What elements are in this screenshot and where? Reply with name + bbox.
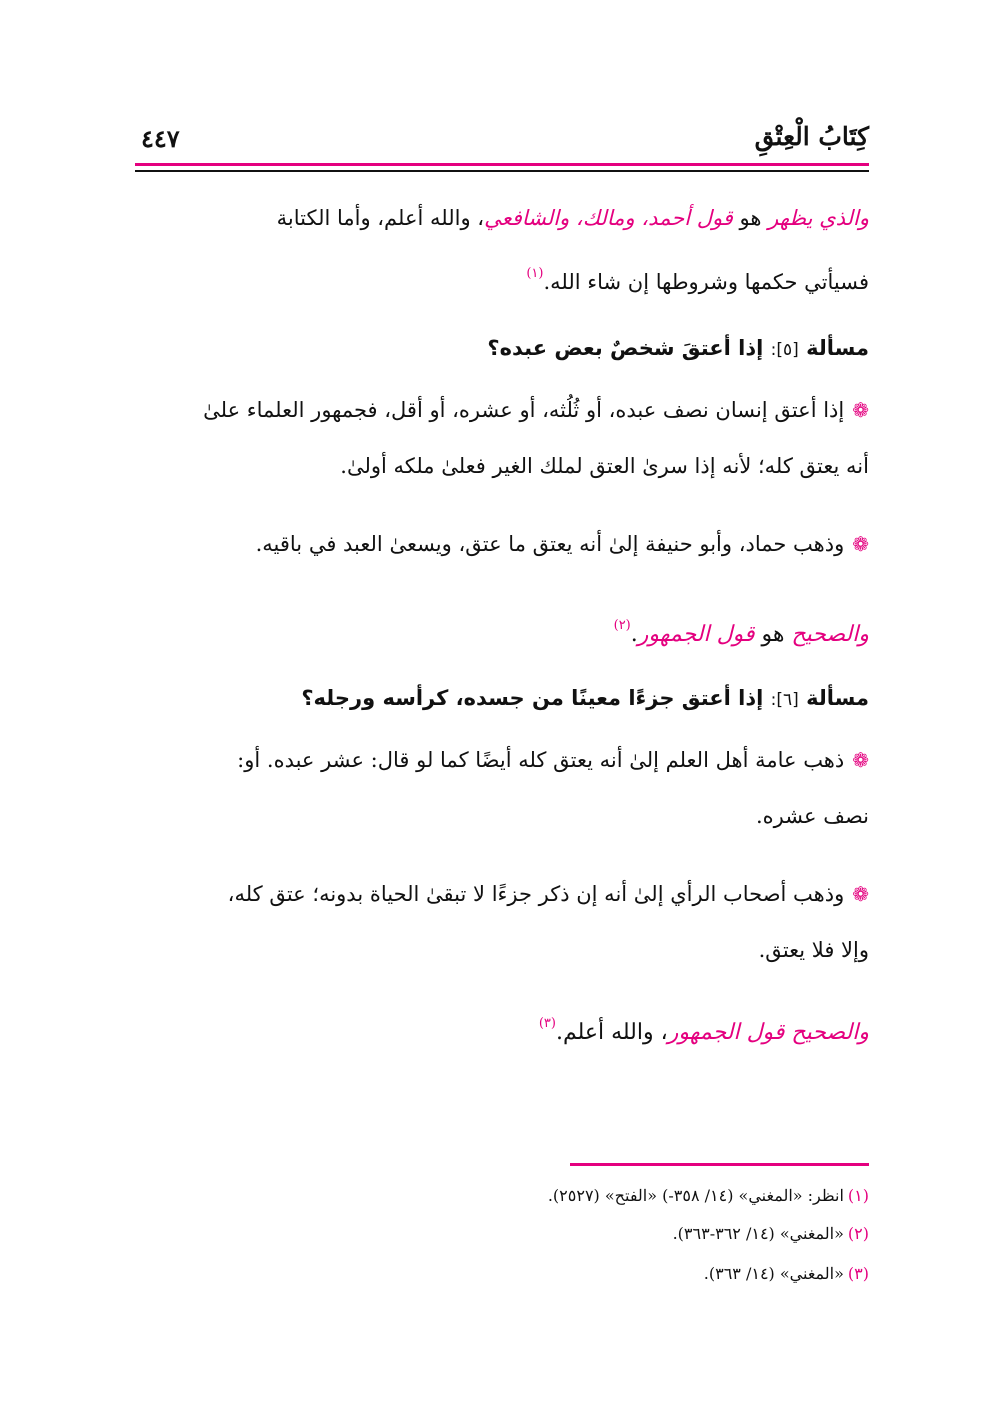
body-text: وإلا فلا يعتق. bbox=[758, 938, 869, 962]
issue-label: مسألة bbox=[806, 336, 869, 360]
paragraph-1-line-2 bbox=[135, 246, 869, 310]
highlight-text: قول الجمهور bbox=[637, 622, 755, 647]
paragraph-5-line-1 bbox=[135, 732, 869, 788]
footnote-mark: (١) bbox=[847, 1186, 869, 1205]
body-text: نصف عشره. bbox=[756, 804, 869, 828]
footnote-text: «المغني» (١٤/ ٣٦٢-٣٦٣). bbox=[672, 1224, 844, 1243]
highlight-text: قول أحمد، ومالك، والشافعي bbox=[484, 206, 733, 230]
highlight-text: والذي يظهر bbox=[768, 206, 869, 230]
paragraph-7-line-1 bbox=[135, 996, 869, 1061]
issue-heading-5 bbox=[135, 336, 869, 360]
header-rule-black bbox=[135, 170, 869, 172]
footnote-separator bbox=[570, 1163, 869, 1166]
issue-title: إذا أعتقَ شخصٌ بعض عبده؟ bbox=[487, 336, 764, 360]
highlight-text: والصحيح bbox=[791, 622, 869, 647]
flower-bullet-icon: ❁ bbox=[852, 532, 869, 556]
body-text: هو bbox=[732, 206, 769, 230]
body-text: أنه يعتق كله؛ لأنه إذا سرىٰ العتق لملك الغير فعلىٰ ملكه أولىٰ. bbox=[340, 454, 869, 478]
issue-title: إذا أعتق جزءًا معينًا من جسده، كرأسه ورجله؟ bbox=[301, 686, 764, 710]
issue-number: [٦]: bbox=[770, 690, 799, 710]
body-text: وذهب حماد، وأبو حنيفة إلىٰ أنه يعتق ما عتق، ويسعىٰ العبد في باقيه. bbox=[255, 532, 845, 556]
paragraph-5-line-2 bbox=[135, 788, 869, 844]
paragraph-3 bbox=[135, 516, 869, 572]
flower-bullet-icon: ❁ bbox=[852, 748, 869, 772]
footnote-1 bbox=[135, 1186, 869, 1205]
paragraph-2 bbox=[135, 382, 869, 494]
flower-bullet-icon: ❁ bbox=[852, 882, 869, 906]
body-text: ، والله أعلم. bbox=[555, 1020, 668, 1045]
paragraph-6 bbox=[135, 866, 869, 978]
paragraph-6-line-2 bbox=[135, 922, 869, 978]
body-text: . bbox=[630, 622, 638, 647]
page-header bbox=[135, 118, 869, 162]
body-text: وذهب أصحاب الرأي إلىٰ أنه إن ذكر جزءًا لا تبقىٰ الحياة بدونه؛ عتق كله، bbox=[227, 882, 845, 906]
flower-bullet-icon: ❁ bbox=[852, 398, 869, 422]
paragraph-5 bbox=[135, 732, 869, 844]
paragraph-4-line-1 bbox=[135, 598, 869, 663]
footnote-2 bbox=[135, 1224, 869, 1243]
footnote-3 bbox=[135, 1264, 869, 1283]
paragraph-1 bbox=[135, 190, 869, 310]
paragraph-7 bbox=[135, 996, 869, 1061]
page-number: ٤٤٧ bbox=[141, 124, 180, 153]
highlight-text: والصحيح قول الجمهور bbox=[667, 1020, 869, 1045]
footnote-ref-2[interactable]: (٢) bbox=[613, 618, 631, 633]
paragraph-3-line-1 bbox=[135, 516, 869, 572]
footnote-mark: (٢) bbox=[847, 1224, 869, 1243]
body-text: فسيأتي حكمها وشروطها إن شاء الله. bbox=[543, 270, 869, 294]
footnote-ref-3[interactable]: (٣) bbox=[538, 1016, 556, 1031]
header-rule-pink bbox=[135, 163, 869, 166]
body-text: ذهب عامة أهل العلم إلىٰ أنه يعتق كله أيضًا كما لو قال: عشر عبده. أو: bbox=[237, 748, 845, 772]
footnote-text: انظر: «المغني» (١٤/ ٣٥٨-) «الفتح» (٢٥٢٧). bbox=[547, 1186, 844, 1205]
paragraph-2-line-1 bbox=[135, 382, 869, 438]
footnote-ref-1[interactable]: (١) bbox=[526, 266, 544, 281]
body-text: ، والله أعلم، وأما الكتابة bbox=[276, 206, 485, 230]
running-title: كِتَابُ الْعِتْقِ bbox=[754, 122, 869, 151]
body-text: هو bbox=[754, 622, 792, 647]
paragraph-4 bbox=[135, 598, 869, 663]
paragraph-6-line-1 bbox=[135, 866, 869, 922]
footnote-mark: (٣) bbox=[847, 1264, 869, 1283]
paragraph-2-line-2 bbox=[135, 438, 869, 494]
body-text: إذا أعتق إنسان نصف عبده، أو ثُلُثه، أو عشره، أو أقل، فجمهور العلماء علىٰ bbox=[203, 398, 845, 422]
issue-number: [٥]: bbox=[770, 340, 799, 360]
issue-label: مسألة bbox=[806, 686, 869, 710]
footnote-text: «المغني» (١٤/ ٣٦٣). bbox=[703, 1264, 844, 1283]
issue-heading-6 bbox=[135, 686, 869, 710]
paragraph-1-line-1 bbox=[135, 190, 869, 246]
